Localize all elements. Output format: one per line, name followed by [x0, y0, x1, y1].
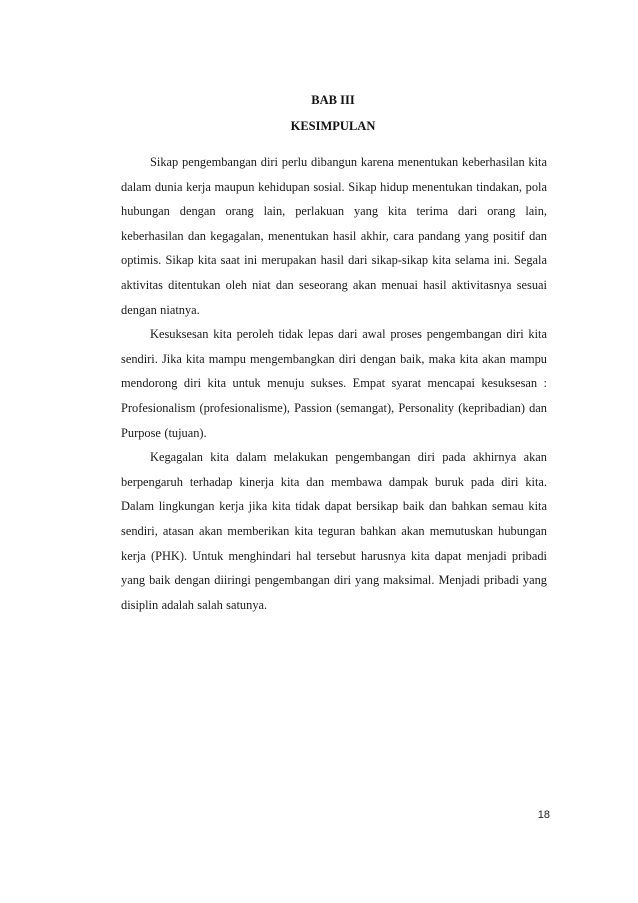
paragraph-1: Sikap pengembangan diri perlu dibangun karena menentukan keberhasilan kita dalam dunia kerja maupun kehidupan sosial. Sikap hidup menentukan tindakan, pola hubungan dengan orang lain, perlakuan yang kita terima dari orang lain, keberhasilan dan kegagalan, menentukan hasil akhir, cara pandang yang positif dan optimis. Sikap kita saat ini merupakan hasil dari sikap-sikap kita selama ini. Segala aktivitas ditentukan oleh niat dan seseorang akan menuai hasil aktivitasnya sesuai dengan niatnya. [121, 155, 547, 317]
paragraph-3: Kegagalan kita dalam melakukan pengembangan diri pada akhirnya akan berpengaruh terhadap kinerja kita dan membawa dampak buruk pada diri kita. Dalam lingkungan kerja jika kita tidak dapat bersikap baik dan bahkan semau kita sendiri, atasan akan memberikan kita teguran bahkan akan memutuskan hubungan kerja (PHK). Untuk menghindari hal tersebut harusnya kita dapat menjadi pribadi yang baik dengan diiringi pengembangan diri yang maksimal. Menjadi pribadi yang disiplin adalah salah satunya. [121, 450, 547, 612]
paragraph-2: Kesuksesan kita peroleh tidak lepas dari awal proses pengembangan diri kita sendiri. Jika kita mampu mengembangkan diri dengan baik, maka kita akan mampu mendorong diri kita untuk menuju sukses. Empat syarat mencapai kesuksesan : Profesionalism (profesionalisme), Passion (semangat), Personality (kepribadian) dan Purpose (tujuan). [121, 327, 547, 440]
chapter-number: BAB III [311, 93, 355, 107]
chapter-title: KESIMPULAN [290, 119, 376, 133]
page-number: 18 [537, 809, 550, 821]
body-text [121, 150, 547, 617]
